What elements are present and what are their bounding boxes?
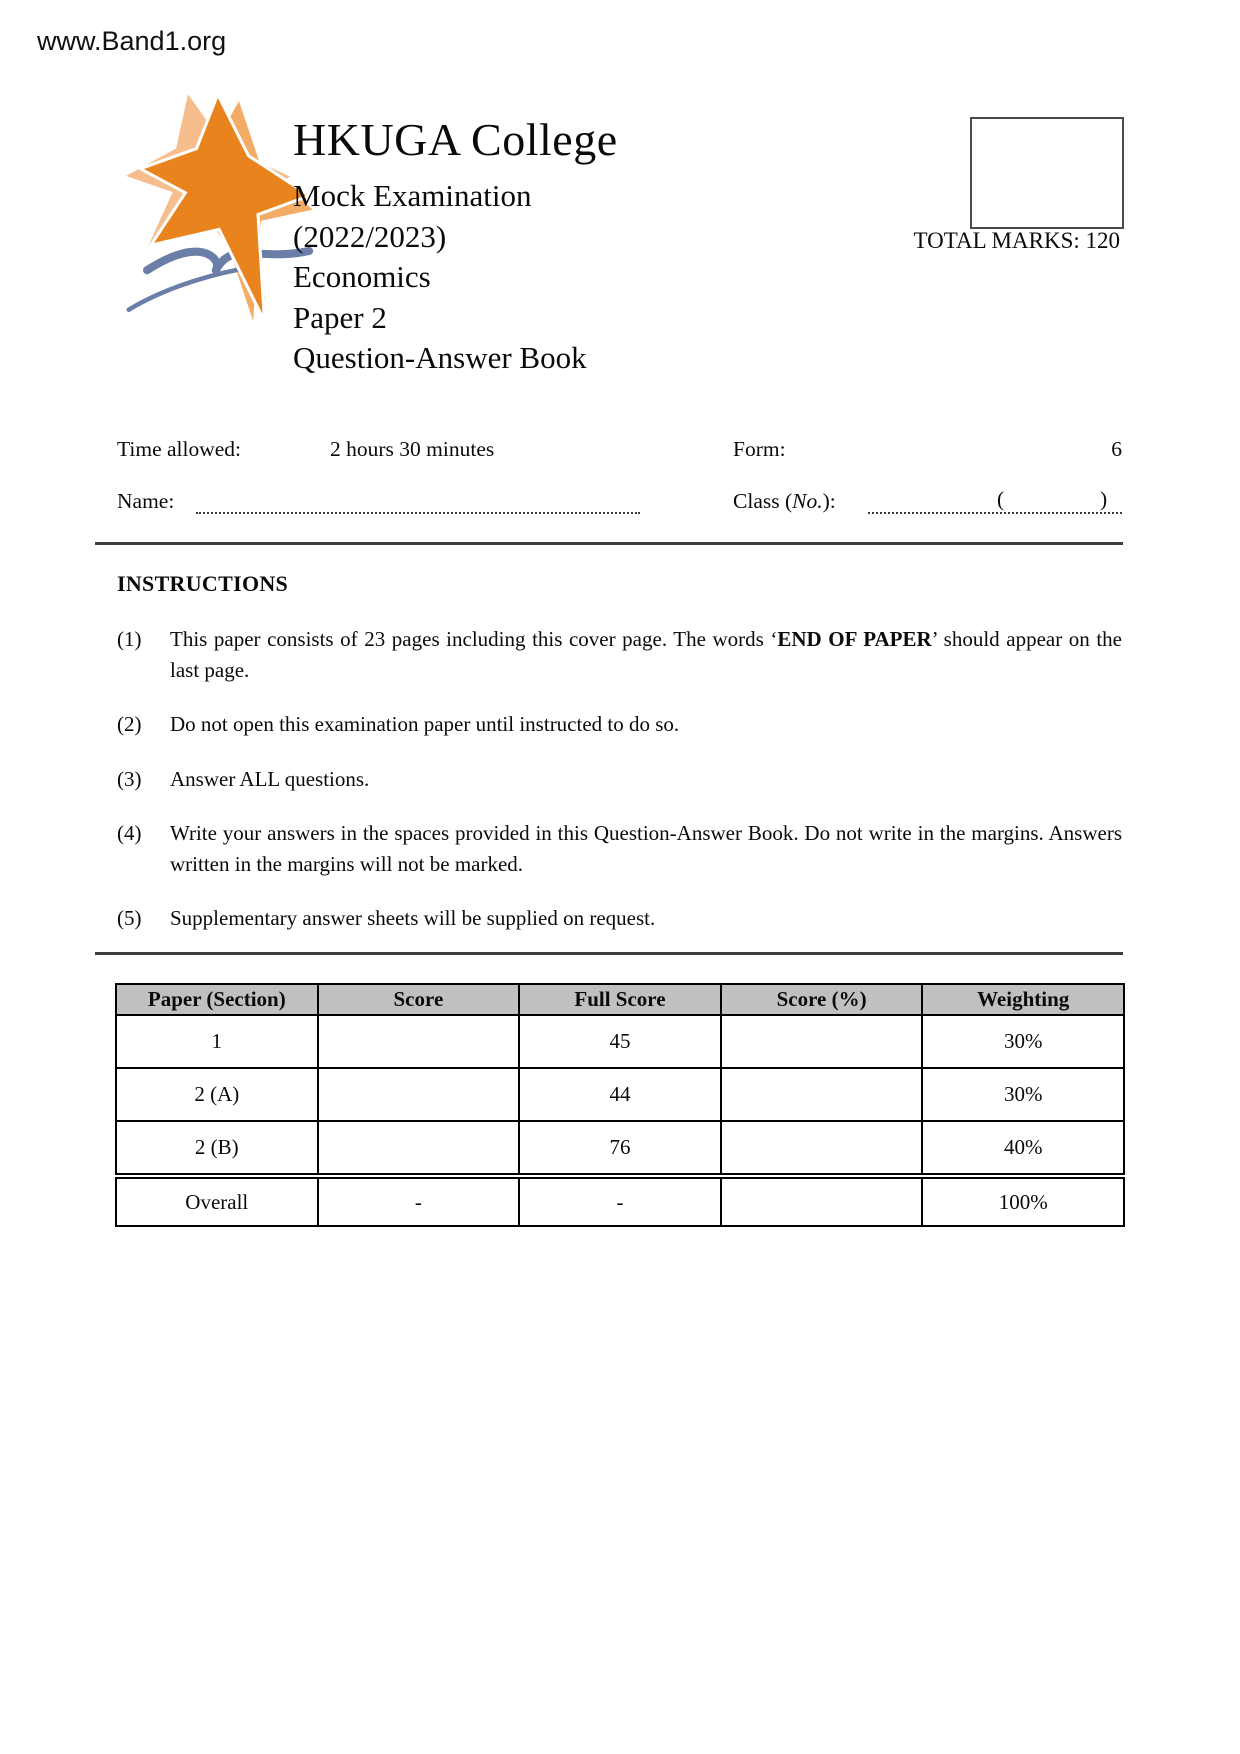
instruction-item-5: (5) Supplementary answer sheets will be supplied on request. (117, 906, 656, 930)
divider-rule-top (95, 542, 1123, 545)
form-label: Form: (733, 437, 786, 461)
divider-rule-bottom (95, 952, 1123, 955)
col-paper-section: Paper (Section) (116, 984, 318, 1015)
class-number-paren-open: ( (997, 487, 1005, 511)
col-score: Score (318, 984, 520, 1015)
table-row-overall: Overall - - 100% (116, 1176, 1124, 1226)
time-allowed-value: 2 hours 30 minutes (330, 437, 495, 461)
class-number-paren-close: ) (1100, 487, 1108, 511)
instruction-item-3: (3) Answer ALL questions. (117, 766, 370, 791)
table-row-paper-2a: 2 (A) 44 30% (116, 1068, 1124, 1121)
instructions-heading: INSTRUCTIONS (117, 571, 289, 596)
col-full-score: Full Score (519, 984, 721, 1015)
school-star-logo-icon (126, 94, 320, 332)
instruction-item-4: (4) Write your answers in the spaces provided in this Question-Answer Book. Do not write in the margins. Answers written in the margins will not be marked. (117, 821, 1122, 876)
watermark-url: www.Band1.org (37, 26, 227, 56)
class-label: Class (No.): (733, 489, 836, 513)
school-name: HKUGA College (293, 114, 618, 165)
instruction-item-2: (2) Do not open this examination paper until instructed to do so. (117, 712, 680, 736)
total-marks-box (970, 117, 1124, 229)
instruction-item-1: (1) This paper consists of 23 pages including this cover page. The words ‘END OF PAPER’ should appear on the last page. (117, 627, 1122, 682)
score-table-header-row (116, 984, 1124, 1015)
instructions-section (117, 571, 1122, 958)
col-score-percent: Score (%) (721, 984, 923, 1015)
exam-title-line: Mock Examination (293, 178, 532, 213)
exam-year-line: (2022/2023) (293, 218, 447, 254)
total-marks-label: TOTAL MARKS: 120 (913, 228, 1120, 253)
score-table (115, 983, 1125, 1227)
time-allowed-label: Time allowed: (117, 437, 242, 461)
subject-line: Economics (293, 259, 431, 294)
table-row-paper-1: 1 45 30% (116, 1015, 1124, 1068)
name-label: Name: (117, 489, 175, 513)
col-weighting: Weighting (922, 984, 1124, 1015)
form-value: 6 (1111, 437, 1122, 461)
table-row-paper-2b: 2 (B) 76 40% (116, 1121, 1124, 1176)
book-type-line: Question-Answer Book (293, 340, 587, 375)
class-fill-line (868, 512, 1122, 514)
paper-line: Paper 2 (293, 299, 387, 335)
name-fill-line (196, 512, 640, 514)
